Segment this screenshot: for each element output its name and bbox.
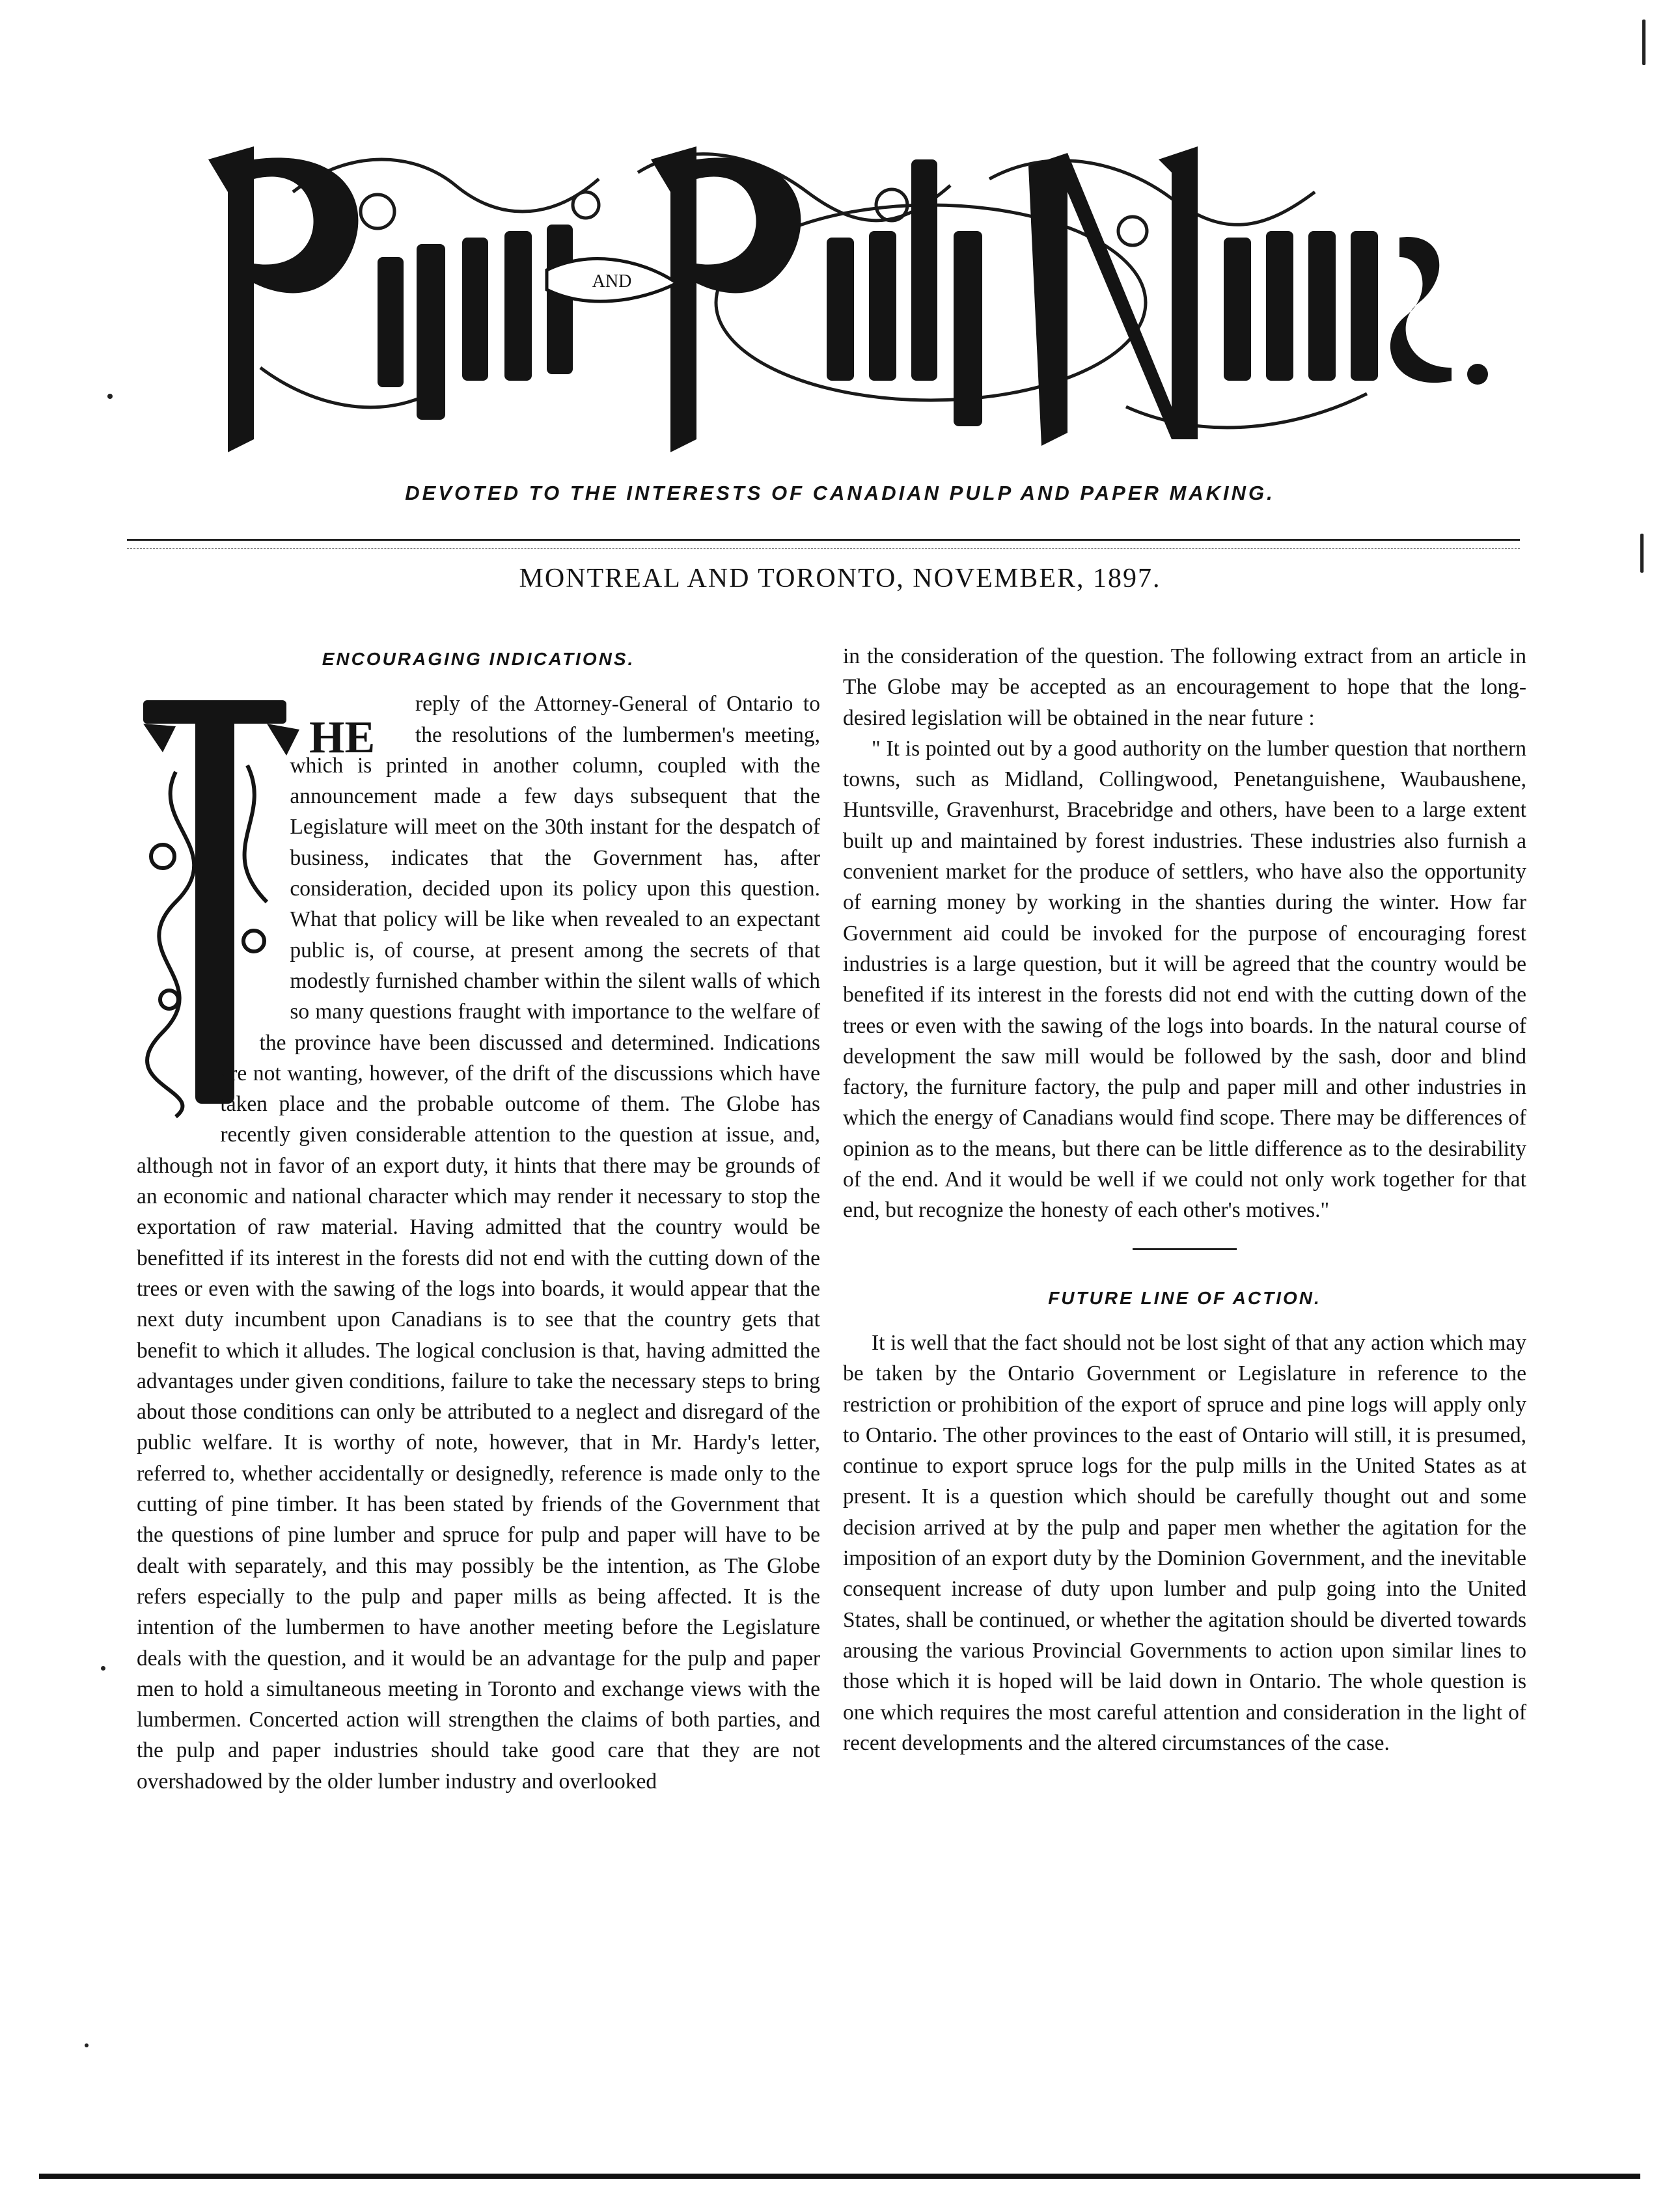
scan-mark <box>1640 534 1644 573</box>
article-heading-encouraging: ENCOURAGING INDICATIONS. <box>322 649 635 669</box>
article-heading-future: FUTURE LINE OF ACTION. <box>1048 1287 1321 1308</box>
header-rule <box>127 539 1520 541</box>
scan-speck <box>101 1666 105 1671</box>
footer-rule <box>39 2174 1640 2179</box>
article1-paragraph-2: in the consideration of the question. The following extract from an article in The Globe may be accepted as an encouragement to hope that the long-desired legislation will be obtained in the near future : <box>843 644 1526 730</box>
article1-paragraph-1: reply of the Attorney-General of Ontario to the resolutions of the lumbermen's meeting, which is printed in another column, coupled with the announcement made a few days subsequent that the Legislature will meet on the 30th instant for the despatch of business, indicates that the Government has, after consideration, decided upon its policy upon this question. What that policy will be like when revealed to an expectant public is, of course, at present among the secrets of that modestly furnished chamber within the silent walls of which so many questions fraught with importance to the welfare of the province have been discussed and determined. Indications are not wanting, however, of the drift of the discussions which have taken place and the probable outcome of them. The Globe has recently given considerable attention to the question at issue, and, although not in favor of an export duty, it hints that there may be grounds of an economic and national character which may render it necessary to stop the exportation of raw material. Having admitted that the country would be benefitted if its interest in the forests did not end with the cutting down of the trees or even with the sawing of the logs into boards, it would appear that the next duty incumbent upon Canadians is to see that the country gets that benefit to which it alludes. The logical conclusion is that, having admitted the advantages under given conditions, failure to take the necessary steps to bring about those conditions can only be attributed to a neglect and disregard of the public welfare. It is worthy of note, however, that in Mr. Hardy's letter, referred to, whether accidentally or designedly, reference is made only to the cutting of pine timber. It has been stated by friends of the Government that the questions of pine lumber and spruce for pulp and paper will have to be dealt with separately, and this may possibly be the intention, as The Globe refers especially to the pulp and paper mills as being affected. It is the intention of the lumbermen to have another meeting before the Legislature deals with the question, and it would be an advantage for the pulp and paper men to hold a simultaneous meeting in Toronto and exchange views with the lumbermen. Concerted action will strengthen the claims of both parties, and the pulp and paper industries should take good care that they are not overshadowed by the older lumber industry and overlooked <box>137 692 820 1794</box>
masthead-title-logo <box>182 133 1497 459</box>
scan-speck <box>107 394 113 399</box>
left-column <box>137 641 820 1797</box>
svg-text:AND: AND <box>592 271 632 292</box>
article1-quote: " It is pointed out by a good authority on the lumber question that northern towns, such as Midland, Collingwood, Penetanguishene, Waubaushene, Huntsville, Gravenhurst, Bracebridge and others, have been to a large extent built up and maintained by forest industries. These industries also furnish a convenient market for the produce of settlers, who have also the opportunity of earning money by working in the shanties during the winter. How far Government aid could be invoked for the purpose of encouraging forest industries is a large question, but it will be agreed that the country would be benefited if its interest in the forests did not end with the cutting down of the trees or even with the sawing of the logs into boards. In the natural course of development the saw mill would be followed by the sash, door and blind factory, the furniture factory, the pulp and paper mill and other industries in which the energy of Canadians would find scope. There may be differences of opinion as to the means, but there can be little difference as to the desirability of the end. And it would be well if we could not only work together for that end, but recognize the honesty of each other's motives." <box>843 736 1526 1223</box>
scan-mark <box>1642 20 1646 65</box>
right-column <box>843 641 1526 1758</box>
tagline: DEVOTED TO THE INTERESTS OF CANADIAN PULP AND PAPER MAKING. <box>405 482 1275 504</box>
scan-speck <box>85 2043 89 2047</box>
dateline: MONTREAL AND TORONTO, NOVEMBER, 1897. <box>519 564 1161 594</box>
svg-text:HE: HE <box>309 713 376 763</box>
article2-paragraph-1: It is well that the fact should not be lost sight of that any action which may be taken by the Ontario Government or Legislature in reference to the restriction or prohibition of the export of spruce and pine logs will apply only to Ontario. The other provinces to the east of Ontario will still, it is presumed, continue to export spruce logs for the pulp mills in the United States as at present. It is a question which should be carefully thought out and some decision arrived at by the pulp and paper men whether the agitation for the imposition of an export duty by the Dominion Government, and the inevitable consequent increase of duty upon lumber and pulp going into the United States, shall be continued, or whether the agitation should be diverted towards arousing the various Provincial Governments to action upon similar lines to those which it is hoped will be laid down in Ontario. The whole question is one which requires the most careful attention and consideration in the light of recent developments and the altered circumstances of the case. <box>843 1330 1526 1755</box>
section-divider <box>1133 1248 1237 1250</box>
header-rule-dashed <box>127 548 1520 549</box>
